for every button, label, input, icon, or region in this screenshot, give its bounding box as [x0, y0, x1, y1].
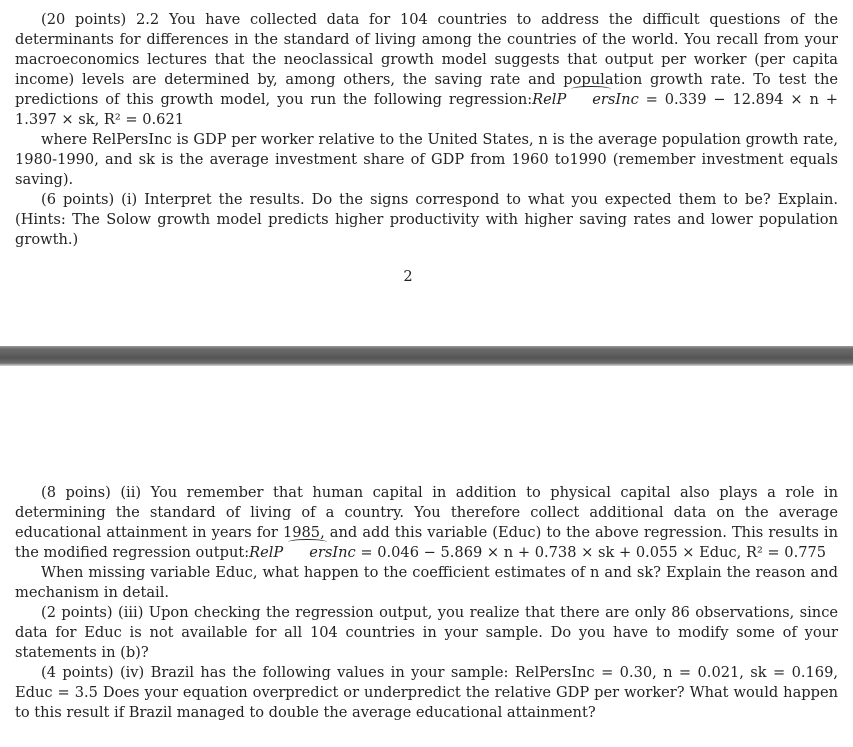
part-iv-paragraph: (4 points) (iv) Brazil has the following values in your sample: RelPersInc = 0.30, n = 0.021, sk = 0.169, Educ = 3.5 Does your equation overpredict or underpredict the relative GDP per worker? What would happen to this result if Brazil managed to double the average educational attainment? [15, 664, 838, 721]
question-2-2-lead: (20 points) 2.2 You have collected data for 104 countries to address the difficult questions of the determinants for differences in the standard of living among the countries of the world. You recall from your macroeconomics lectures that the neoclassical growth model suggests that output per worker (per capita income) levels are determined by, among others, the saving rate and population growth rate. To test the predictions of this growth model, you run the following regression: [15, 11, 838, 108]
part-iii-paragraph: (2 points) (iii) Upon checking the regression output, you realize that there are only 86 observations, since data for Educ is not available for all 104 countries in your sample. Do you have to modify some of your statements in (b)? [15, 604, 838, 661]
part-ii-followup-paragraph: When missing variable Educ, what happen to the coefficient estimates of n and sk? Explain the reason and mechanism in detail. [15, 564, 838, 601]
variable-definitions-paragraph: where RelPersInc is GDP per worker relative to the United States, n is the average population growth rate, 1980-1990, and sk is the average investment share of GDP from 1960 to1990 (remember investment equals saving). [15, 131, 838, 188]
part-i-paragraph: (6 points) (i) Interpret the results. Do the signs correspond to what you expected them to be? Explain. (Hints: The Solow growth model predicts higher productivity with higher saving rates and lower population growth.) [15, 191, 838, 248]
regression-equation-2: RelP ersInc [249, 544, 356, 561]
page-bottom-section [15, 483, 838, 723]
part-ii-lead: (8 poins) (ii) You remember that human capital in addition to physical capital also plays a role in determining the standard of living of a country. You therefore collect additional data on the average educational attainment in years for 1985, and add this variable (Educ) to the above regression. This results in the modified regression output: [15, 484, 838, 561]
part-ii-paragraph [15, 483, 838, 563]
regression-equation-2-rhs: = 0.046 − 5.869 × n + 0.738 × sk + 0.055 × Educ, R² = 0.775 [355, 544, 827, 561]
page-separator-bar [0, 346, 853, 366]
page-top-section [15, 10, 838, 250]
regression-equation-1-rhs: = 0.339 − 12.894 × n + 1.397 × sk, R² = 0.621 [15, 91, 838, 128]
question-2-2-paragraph [15, 10, 838, 130]
page-number: 2 [403, 268, 413, 285]
regression-equation-1: RelP ersInc [532, 91, 639, 108]
